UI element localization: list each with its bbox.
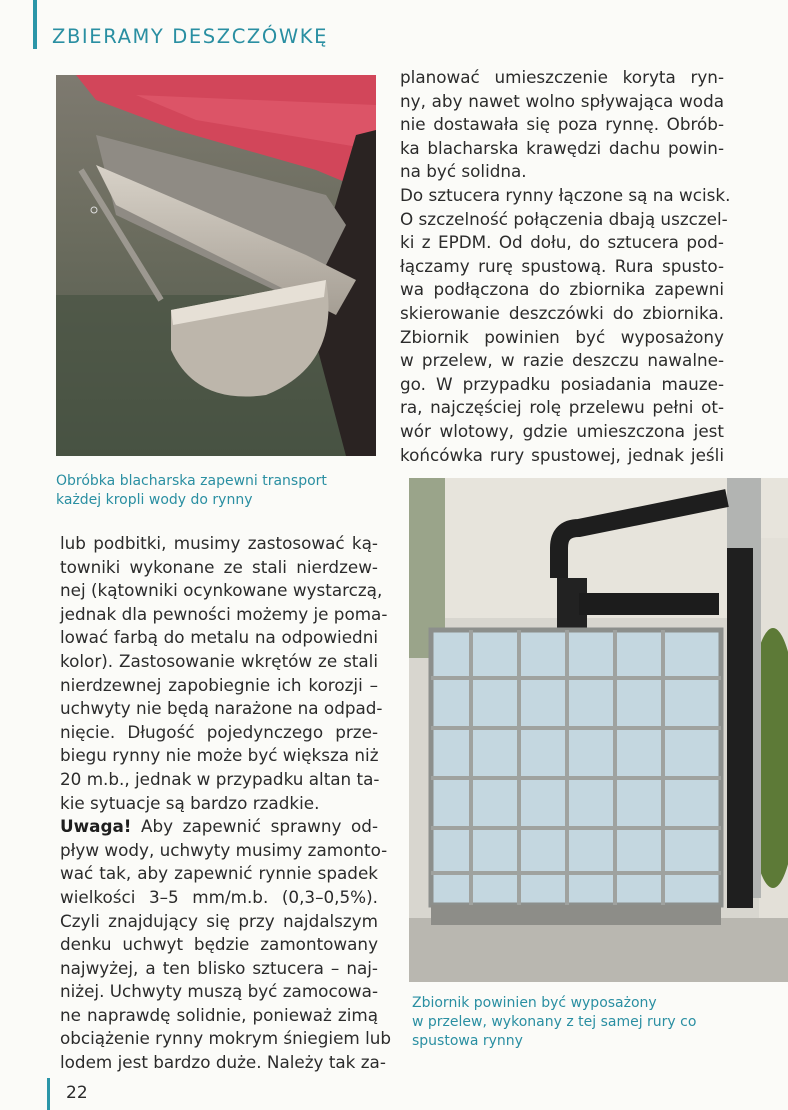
text-line: nej (kątowniki ocynkowane wystarczą, <box>60 580 383 601</box>
figure-1-caption <box>56 472 376 510</box>
text-line: w przelew, w razie deszczu nawalne- <box>400 350 724 371</box>
section-title: ZBIERAMY DESZCZÓWKĘ <box>52 25 329 48</box>
caption-line: w przelew, wykonany z tej samej rury co <box>412 1014 697 1030</box>
text-line: kolor). Zastosowanie wkrętów ze stali <box>60 650 378 671</box>
caption-line: spustowa rynny <box>412 1033 523 1049</box>
text-line: ki z EPDM. Od dołu, do sztucera pod- <box>400 232 724 253</box>
caption-line: Obróbka blacharska zapewni transport <box>56 473 327 489</box>
paragraph <box>400 66 724 184</box>
text-line: lub podbitki, musimy zastosować ką- <box>60 533 378 553</box>
text-line: wa podłączona do zbiornika zapewni <box>400 279 724 300</box>
right-column-text <box>400 66 731 467</box>
text-line: nierdzewnej zapobiegnie ich korozji – <box>60 674 378 695</box>
text-line: lodem jest bardzo duże. Należy tak za- <box>60 1052 386 1073</box>
text-line: obciążenie rynny mokrym śniegiem lub <box>60 1028 392 1049</box>
text-line: lować farbą do metalu na odpowiedni <box>60 627 378 648</box>
text-line: biegu rynny nie może być większa niż <box>60 745 379 766</box>
text-line: Zbiornik powinien być wyposażony <box>400 326 724 347</box>
text-line: ny, aby nawet wolno spływająca woda <box>400 90 724 111</box>
text-line: końcówka rury spustowej, jednak jeśli <box>400 444 724 465</box>
text-line: ra, najczęściej rolę przelewu pełni ot- <box>400 397 724 418</box>
text-line: denku uchwyt będzie zamontowany <box>60 934 378 955</box>
text-line: łączamy rurę spustową. Rura spusto- <box>400 255 724 276</box>
paragraph <box>60 532 388 815</box>
text-line: ne naprawdę solidnie, ponieważ zimą <box>60 1004 378 1025</box>
text-line <box>60 815 378 839</box>
left-column-text <box>60 532 392 1075</box>
text-line: wór wlotowy, gdzie umieszczona jest <box>400 420 724 441</box>
paragraph <box>60 815 392 1075</box>
text-line: na być solidna. <box>400 161 527 182</box>
text-line: kie sytuacje są bardzo rzadkie. <box>60 792 320 813</box>
page-number: 22 <box>66 1083 88 1103</box>
text-line: skierowanie deszczówki do zbiornika. <box>400 302 724 323</box>
text-line: jednak dla pewności możemy je poma- <box>60 603 388 624</box>
text-line: Do sztucera rynny łączone są na wcisk. <box>400 184 731 205</box>
text-line: niżej. Uchwyty muszą być zamocowa- <box>60 981 378 1002</box>
figure-2-caption <box>412 994 742 1051</box>
section-accent-bar <box>33 0 37 49</box>
caption-line: Zbiornik powinien być wyposażony <box>412 995 657 1011</box>
text-line: wać tak, aby zapewnić rynnie spadek <box>60 863 378 884</box>
text-line: wielkości 3–5 mm/m.b. (0,3–0,5%). <box>60 886 378 907</box>
text-line: ka blacharska krawędzi dachu powin- <box>400 137 724 158</box>
page-number-accent-bar <box>47 1078 50 1110</box>
warning-label: Uwaga! <box>60 816 132 837</box>
gutter-photo <box>56 75 376 456</box>
paragraph <box>400 184 731 467</box>
text-line: towniki wykonane ze stali nierdzew- <box>60 556 378 577</box>
text-line: O szczelność połączenia dbają uszczel- <box>400 208 728 229</box>
text-line: najwyżej, a ten blisko sztucera – naj- <box>60 957 378 978</box>
rain-tank-photo <box>409 478 788 982</box>
text-fragment: Aby zapewnić sprawny od- <box>131 816 378 837</box>
text-line: nie dostawała się poza rynnę. Obrób- <box>400 114 724 135</box>
text-line: planować umieszczenie koryta ryn- <box>400 67 724 87</box>
text-line: pływ wody, uchwyty musimy zamonto- <box>60 839 388 860</box>
text-line: uchwyty nie będą narażone na odpad- <box>60 698 383 719</box>
text-line: nięcie. Długość pojedynczego prze- <box>60 721 378 742</box>
text-line: 20 m.b., jednak w przypadku altan ta- <box>60 768 380 789</box>
text-line: Czyli znajdujący się przy najdalszym <box>60 910 378 931</box>
caption-line: każdej kropli wody do rynny <box>56 492 253 508</box>
text-line: go. W przypadku posiadania mauze- <box>400 373 724 394</box>
